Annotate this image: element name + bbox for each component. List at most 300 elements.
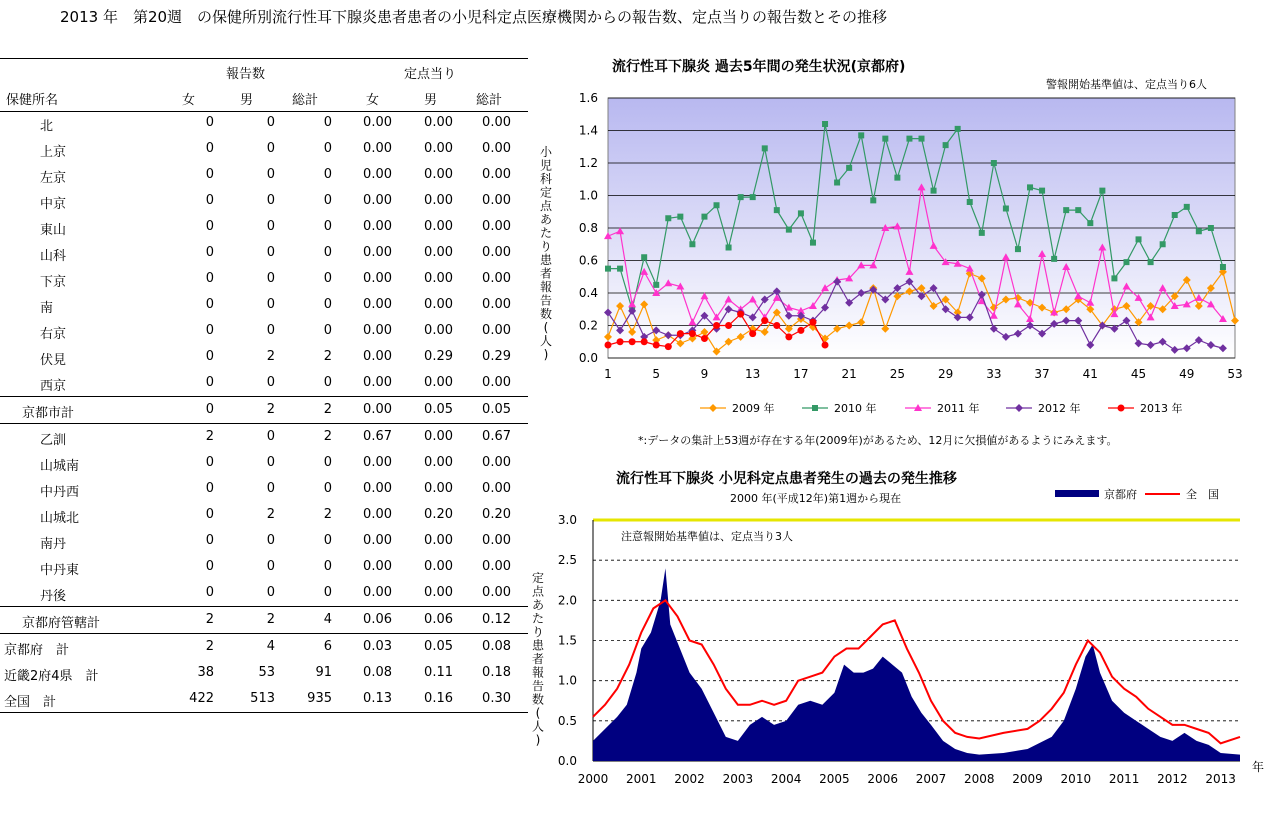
chart1-ylabel-char: ) — [543, 347, 549, 362]
chart1-point — [713, 322, 720, 329]
table-row — [0, 136, 528, 162]
chart1-point — [1003, 206, 1009, 212]
row-cell: 0.16 — [424, 691, 453, 706]
row-cell: 0 — [323, 375, 332, 390]
col-header-name: 保健所名 — [6, 93, 59, 108]
table-row — [0, 554, 528, 580]
row-cell: 2 — [205, 612, 214, 627]
table-row — [0, 450, 528, 476]
row-cell: 0.08 — [482, 639, 511, 654]
chart1-point — [786, 227, 792, 233]
chart1-title: 流行性耳下腺炎 過去5年間の発生状況(京都府) — [612, 59, 906, 75]
row-cell: 0.00 — [482, 245, 511, 260]
row-cell: 0 — [323, 323, 332, 338]
chart1-ylabel-char: あ — [539, 212, 553, 227]
chart1-point — [737, 311, 744, 318]
row-cell: 0.00 — [424, 141, 453, 156]
chart1-y-tick-label: 0.4 — [578, 286, 598, 300]
row-cell: 0.00 — [482, 533, 511, 548]
row-cell: 0.00 — [424, 245, 453, 260]
table-row — [0, 292, 528, 318]
row-cell: 0.00 — [363, 115, 392, 130]
row-cell: 0 — [323, 481, 332, 496]
row-cell: 0.13 — [363, 691, 392, 706]
chart1-point — [714, 202, 720, 208]
chart1-ylabel-char: 定 — [539, 185, 553, 200]
chart2-x-tick-label: 2002 — [674, 772, 705, 786]
chart1-point — [677, 330, 684, 337]
row-name: 全国 計 — [4, 695, 57, 710]
row-cell: 0.05 — [482, 402, 511, 417]
row-cell: 0 — [266, 167, 275, 182]
chart1-point — [810, 240, 816, 246]
row-cell: 0.00 — [363, 585, 392, 600]
chart1-point — [1184, 204, 1190, 210]
chart1-x-tick-label: 5 — [652, 367, 661, 381]
row-cell: 0.00 — [363, 167, 392, 182]
chart1-x-tick-label: 17 — [793, 367, 809, 381]
chart2-y-tick-label: 2.0 — [557, 593, 577, 608]
chart1-point — [1148, 259, 1154, 265]
table-row — [0, 318, 528, 344]
chart1-legend-label: 2011 年 — [937, 402, 980, 415]
chart1-point — [906, 136, 912, 142]
col-header-female: 女 — [182, 93, 196, 108]
row-cell: 0.00 — [424, 533, 453, 548]
row-cell: 2 — [205, 429, 214, 444]
chart2-y-tick-label: 0.0 — [557, 754, 577, 768]
row-cell: 0.18 — [482, 665, 511, 680]
chart1-ylabel-char: り — [539, 239, 553, 254]
chart1-x-tick-label: 37 — [1034, 367, 1050, 381]
row-cell: 2 — [266, 507, 275, 522]
row-cell: 0 — [266, 245, 275, 260]
row-cell: 0.00 — [363, 481, 392, 496]
chart1-point — [738, 194, 744, 200]
row-cell: 0 — [205, 323, 214, 338]
chart2-ylabel-char: 者 — [531, 652, 545, 666]
table-row — [0, 110, 528, 136]
chart1-point — [822, 342, 829, 349]
row-cell: 0.00 — [424, 297, 453, 312]
row-cell: 0.29 — [424, 349, 453, 364]
row-name: 中京 — [40, 197, 67, 212]
row-name: 北 — [40, 119, 54, 134]
row-cell: 4 — [323, 612, 332, 627]
chart1-legend-label: 2013 年 — [1140, 402, 1183, 415]
chart1-ylabel-char: 科 — [539, 172, 553, 186]
row-cell: 2 — [266, 349, 275, 364]
row-cell: 0 — [323, 297, 332, 312]
row-name: 乙訓 — [40, 433, 67, 448]
row-cell: 0.00 — [424, 481, 453, 496]
chart1-point — [919, 136, 925, 142]
chart1-point — [629, 338, 636, 345]
chart1-point — [617, 266, 623, 272]
row-cell: 0.00 — [482, 167, 511, 182]
chart1-point — [858, 132, 864, 138]
row-cell: 2 — [266, 612, 275, 627]
chart1-point — [665, 215, 671, 221]
table-column-header-row — [0, 84, 528, 110]
chart1-y-tick-label: 1.4 — [578, 123, 598, 138]
row-name: 丹後 — [40, 589, 67, 604]
row-cell: 0 — [266, 297, 275, 312]
table-row — [0, 424, 528, 450]
chart2-legend-label-kyoto: 京都府 — [1104, 488, 1137, 501]
row-cell: 91 — [315, 665, 332, 680]
row-name: 南丹 — [40, 537, 67, 552]
chart1-x-tick-label: 29 — [937, 367, 954, 381]
chart1-x-tick-label: 21 — [841, 367, 857, 381]
row-cell: 0 — [205, 481, 214, 496]
chart1-point — [1118, 405, 1125, 412]
row-name: 伏見 — [40, 353, 67, 368]
chart1-point — [1196, 228, 1202, 234]
row-cell: 0 — [266, 141, 275, 156]
row-cell: 0 — [205, 115, 214, 130]
chart1-x-tick-label: 41 — [1082, 367, 1098, 381]
row-cell: 0.00 — [363, 533, 392, 548]
chart2-ylabel-char: 患 — [531, 638, 545, 653]
row-cell: 0 — [266, 219, 275, 234]
row-cell: 0 — [205, 245, 214, 260]
col-header-per-total: 総計 — [476, 93, 503, 108]
chart1-point — [726, 245, 732, 251]
row-cell: 0 — [323, 115, 332, 130]
row-name: 京都府管轄計 — [22, 616, 101, 631]
table-row — [0, 686, 528, 712]
row-cell: 0.67 — [482, 429, 511, 444]
chart2-ylabel-char: り — [531, 625, 545, 639]
table-row — [0, 188, 528, 214]
row-cell: 0.00 — [424, 323, 453, 338]
page-title: 2013 年 第20週 の保健所別流行性耳下腺炎患者患者の小児科定点医療機関からの報告数、定点当りの報告数とその推移 — [60, 8, 888, 26]
row-cell: 0 — [266, 193, 275, 208]
row-cell: 0.29 — [482, 349, 511, 364]
table-row — [0, 370, 528, 396]
group-header-per-site: 定点当り — [404, 67, 457, 82]
chart1-point — [822, 121, 828, 127]
chart1-legend-label: 2009 年 — [732, 402, 775, 415]
row-cell: 0 — [323, 559, 332, 574]
table-row — [0, 397, 528, 423]
col-header-per-female: 女 — [366, 93, 380, 108]
chart1-weekly-line-chart — [530, 84, 1272, 430]
row-cell: 0.00 — [424, 219, 453, 234]
row-cell: 0.00 — [363, 141, 392, 156]
chart2-threshold-note: 注意報開始基準値は、定点当り3人 — [621, 530, 793, 543]
table-row — [0, 266, 528, 292]
row-cell: 0.00 — [482, 193, 511, 208]
chart2-ylabel-char: 定 — [531, 571, 545, 585]
chart1-ylabel-char: 報 — [539, 280, 553, 294]
row-name: 京都府 計 — [4, 643, 70, 658]
chart1-x-tick-label: 33 — [986, 367, 1002, 381]
chart1-point — [1172, 212, 1178, 218]
chart2-x-tick-label: 2001 — [626, 772, 657, 786]
chart1-point — [979, 230, 985, 236]
chart2-y-tick-label: 1.0 — [557, 673, 577, 688]
chart1-point — [641, 254, 647, 260]
row-cell: 0 — [266, 455, 275, 470]
chart2-y-tick-label: 0.5 — [557, 713, 577, 728]
chart2-x-unit: 年 — [1252, 760, 1265, 774]
row-name: 中丹東 — [40, 563, 80, 578]
chart1-point — [785, 333, 792, 340]
chart2-ylabel-char: ( — [535, 706, 541, 720]
row-cell: 0 — [205, 585, 214, 600]
chart2-y-tick-label: 2.5 — [557, 553, 577, 568]
chart1-point — [762, 145, 768, 151]
chart1-x-tick-label: 9 — [700, 367, 709, 381]
row-cell: 0.00 — [482, 481, 511, 496]
row-cell: 0.00 — [424, 585, 453, 600]
row-cell: 0 — [205, 141, 214, 156]
chart1-point — [701, 214, 707, 220]
chart1-point — [617, 338, 624, 345]
chart1-point — [653, 342, 660, 349]
chart2-x-tick-label: 2011 — [1108, 772, 1140, 786]
row-cell: 0.11 — [424, 665, 453, 680]
chart2-ylabel-char: 数 — [531, 692, 545, 707]
row-cell: 0 — [266, 585, 275, 600]
chart1-ylabel-char: 人 — [539, 334, 553, 348]
row-cell: 0 — [266, 115, 275, 130]
row-name: 近畿2府4県 計 — [4, 669, 99, 684]
row-cell: 0.00 — [482, 559, 511, 574]
chart1-point — [677, 214, 683, 220]
row-name: 京都市計 — [22, 406, 75, 421]
chart1-y-tick-label: 1.0 — [578, 188, 598, 203]
row-cell: 0 — [323, 167, 332, 182]
chart1-x-tick-label: 1 — [604, 367, 612, 381]
chart2-y-tick-label: 1.5 — [557, 633, 577, 648]
chart1-point — [991, 160, 997, 166]
row-cell: 2 — [323, 402, 332, 417]
row-cell: 0.00 — [482, 115, 511, 130]
row-cell: 0.00 — [363, 245, 392, 260]
chart1-point — [1220, 264, 1226, 270]
chart1-point — [870, 197, 876, 203]
row-cell: 0.00 — [482, 271, 511, 286]
row-cell: 0.00 — [482, 323, 511, 338]
row-cell: 0.00 — [363, 455, 392, 470]
row-cell: 0 — [266, 481, 275, 496]
chart1-point — [1111, 275, 1117, 281]
chart1-y-tick-label: 0.8 — [578, 221, 598, 235]
chart1-point — [798, 210, 804, 216]
row-cell: 38 — [197, 665, 214, 680]
chart2-x-tick-label: 2005 — [819, 772, 850, 786]
chart1-point — [605, 266, 611, 272]
row-cell: 422 — [189, 691, 214, 706]
row-cell: 0.00 — [424, 271, 453, 286]
row-name: 山科 — [40, 249, 67, 264]
row-cell: 2 — [266, 402, 275, 417]
row-cell: 4 — [266, 639, 275, 654]
row-cell: 0.00 — [424, 455, 453, 470]
row-cell: 0 — [205, 455, 214, 470]
row-cell: 0.00 — [363, 271, 392, 286]
chart2-ylabel-char: 告 — [531, 679, 545, 693]
row-cell: 0 — [205, 271, 214, 286]
table-row — [0, 214, 528, 240]
row-cell: 0 — [205, 193, 214, 208]
chart1-point — [1087, 220, 1093, 226]
row-cell: 0.00 — [482, 297, 511, 312]
row-cell: 0 — [205, 559, 214, 574]
chart2-x-tick-label: 2003 — [722, 772, 754, 786]
chart1-point — [1136, 236, 1142, 242]
row-cell: 0.08 — [363, 665, 392, 680]
row-cell: 0.00 — [424, 559, 453, 574]
table-group-header-row — [0, 58, 528, 84]
chart2-x-tick-label: 2009 — [1012, 772, 1043, 786]
chart2-x-tick-label: 2013 — [1205, 772, 1236, 786]
chart1-point — [955, 126, 961, 132]
chart1-point — [605, 342, 612, 349]
row-cell: 2 — [205, 639, 214, 654]
chart2-history-chart — [520, 484, 1272, 814]
row-cell: 0 — [323, 219, 332, 234]
chart1-point — [689, 330, 696, 337]
row-cell: 0 — [205, 349, 214, 364]
row-name: 上京 — [40, 145, 67, 160]
chart1-legend-label: 2012 年 — [1038, 402, 1081, 415]
chart1-point — [1160, 241, 1166, 247]
row-cell: 0.00 — [363, 402, 392, 417]
chart1-point — [1027, 184, 1033, 190]
row-cell: 0 — [323, 533, 332, 548]
chart1-point — [749, 330, 756, 337]
row-cell: 0 — [323, 193, 332, 208]
row-cell: 0.05 — [424, 639, 453, 654]
chart2-x-tick-label: 2008 — [963, 772, 995, 786]
chart1-point — [846, 165, 852, 171]
row-cell: 2 — [323, 349, 332, 364]
chart1-point — [774, 207, 780, 213]
row-cell: 0.12 — [482, 612, 511, 627]
row-cell: 0 — [323, 245, 332, 260]
row-name: 下京 — [40, 275, 67, 290]
chart1-x-tick-label: 13 — [745, 367, 761, 381]
row-cell: 2 — [323, 429, 332, 444]
row-cell: 0.00 — [482, 375, 511, 390]
row-cell: 0 — [205, 507, 214, 522]
row-cell: 0.00 — [482, 219, 511, 234]
chart2-y-tick-label: 3.0 — [557, 513, 577, 527]
row-cell: 0.00 — [363, 375, 392, 390]
row-cell: 0 — [205, 219, 214, 234]
chart1-ylabel-char: 数 — [539, 307, 553, 321]
row-cell: 0.00 — [363, 559, 392, 574]
chart1-point — [709, 404, 717, 412]
chart1-point — [665, 343, 672, 350]
chart1-point — [931, 188, 937, 194]
chart1-point — [773, 322, 780, 329]
row-cell: 0 — [266, 429, 275, 444]
row-cell: 0.00 — [424, 167, 453, 182]
table-body — [0, 110, 528, 713]
chart1-point — [653, 282, 659, 288]
row-cell: 0 — [205, 167, 214, 182]
chart1-point — [701, 335, 708, 342]
row-cell: 0.00 — [363, 219, 392, 234]
row-cell: 0.00 — [424, 193, 453, 208]
chart1-point — [943, 142, 949, 148]
chart1-point — [967, 199, 973, 205]
chart2-legend-label-national: 全 国 — [1186, 488, 1219, 501]
chart1-ylabel-char: 患 — [539, 253, 553, 267]
chart1-point — [1015, 246, 1021, 252]
chart1-point — [761, 317, 768, 324]
row-cell: 0.00 — [482, 455, 511, 470]
row-cell: 0.30 — [482, 691, 511, 706]
chart1-x-tick-label: 45 — [1130, 367, 1147, 381]
chart2-ylabel-char: 点 — [531, 584, 545, 599]
row-name: 山城北 — [40, 511, 80, 526]
chart1-ylabel-char: 点 — [539, 199, 553, 213]
table-row — [0, 634, 528, 660]
row-name: 東山 — [40, 223, 67, 238]
row-cell: 0.00 — [482, 585, 511, 600]
chart2-x-tick-label: 2004 — [770, 772, 802, 786]
chart1-ylabel-char: 児 — [539, 158, 553, 173]
table-bottom-rule — [0, 712, 528, 713]
group-header-reports: 報告数 — [226, 67, 266, 82]
row-cell: 0 — [266, 559, 275, 574]
chart1-point — [1063, 207, 1069, 213]
row-cell: 0.00 — [363, 297, 392, 312]
row-cell: 0 — [323, 141, 332, 156]
chart1-point — [882, 136, 888, 142]
chart1-y-tick-label: 0.6 — [578, 253, 598, 268]
chart1-x-tick-label: 53 — [1227, 367, 1243, 381]
chart1-point — [797, 327, 804, 334]
chart1-legend-label: 2010 年 — [834, 402, 877, 415]
row-cell: 0 — [266, 533, 275, 548]
chart1-y-tick-label: 0.2 — [578, 318, 598, 333]
chart1-point — [809, 319, 816, 326]
row-cell: 2 — [323, 507, 332, 522]
row-cell: 0.03 — [363, 639, 392, 654]
chart2-title: 流行性耳下腺炎 小児科定点患者発生の過去の発生推移 — [616, 471, 957, 487]
chart1-note: 警報開始基準値は、定点当り6人 — [1046, 78, 1207, 91]
chart2-x-tick-label: 2010 — [1060, 772, 1092, 786]
row-cell: 0.00 — [424, 375, 453, 390]
row-cell: 0 — [205, 297, 214, 312]
chart1-point — [1208, 225, 1214, 231]
chart1-y-tick-label: 1.2 — [578, 156, 598, 170]
chart2-ylabel-char: ) — [535, 733, 541, 747]
row-cell: 0.06 — [363, 612, 392, 627]
col-header-total: 総計 — [292, 93, 319, 108]
chart1-point — [641, 338, 648, 345]
row-cell: 0.00 — [424, 429, 453, 444]
row-cell: 0.20 — [482, 507, 511, 522]
row-cell: 0 — [266, 323, 275, 338]
chart1-ylabel-char: 者 — [539, 266, 553, 281]
chart1-ylabel-char: ( — [543, 320, 549, 335]
row-cell: 0.20 — [424, 507, 453, 522]
chart1-point — [750, 194, 756, 200]
chart1-footnote: *:データの集計上53週が存在する年(2009年)があるため、12月に欠損値があるようにみえます。 — [638, 434, 1118, 447]
chart1-point — [1123, 259, 1129, 265]
chart1-point — [1051, 256, 1057, 262]
chart1-ylabel-char: 小 — [539, 145, 553, 159]
row-name: 山城南 — [40, 459, 80, 474]
